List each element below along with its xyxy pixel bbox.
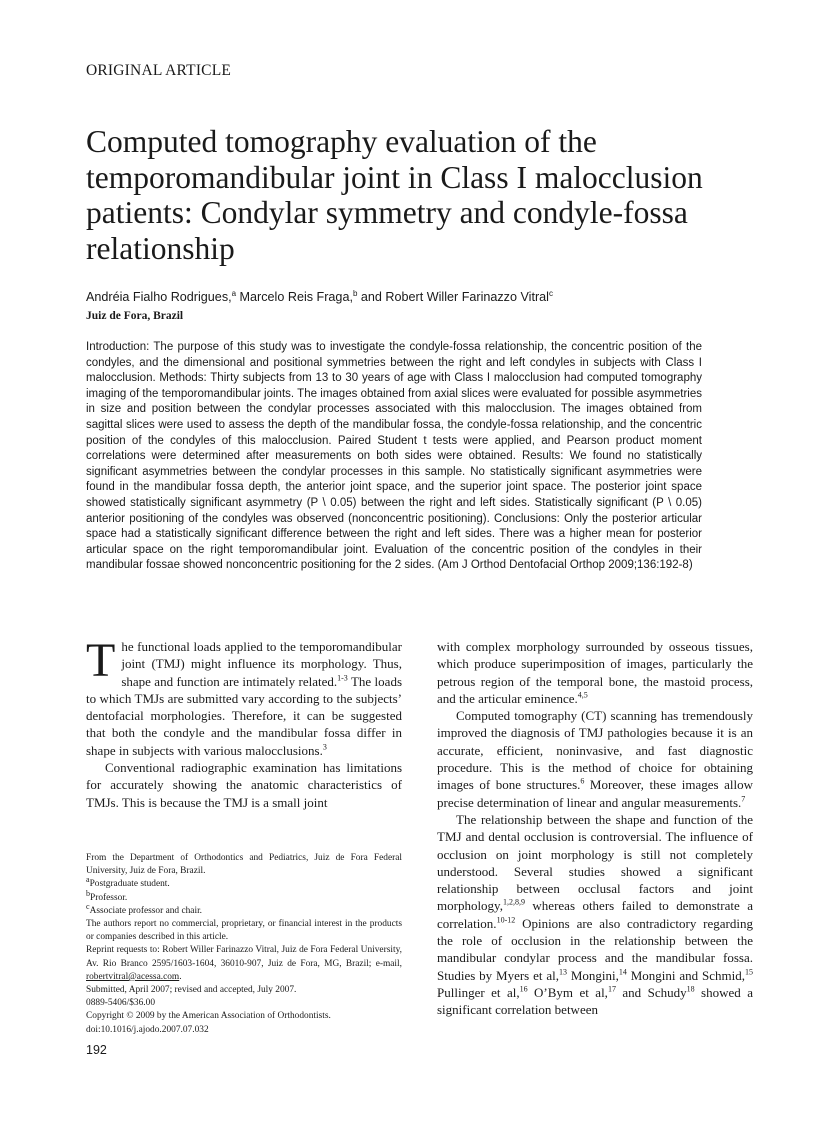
body-text: whereas others failed to demonstrate a correlation. [437, 898, 753, 931]
footnote-issn: 0889-5406/$36.00 [86, 998, 156, 1009]
citation-ref: 17 [607, 984, 616, 994]
footnote-disclosure: The authors report no commercial, proprietary, or financial interest in the products or companies described in this article. [86, 919, 402, 943]
body-text: Mongini, [566, 967, 619, 983]
citation-ref: 18 [686, 984, 695, 994]
body-paragraph [437, 811, 753, 1019]
footnote-author-a: $^a$Postgraduate student. [86, 875, 170, 890]
citation-ref: 10-12 [496, 915, 516, 925]
body-paragraph [437, 707, 753, 811]
body-text: The relationship between the shape and function of the TMJ and dental occlusion is controversial. The influence of occlusion on joint morphology is still not completely understood. Several studies showed a significant relationship between occlusal factors and joint morphology, [437, 811, 753, 914]
citation-ref: 1-3 [337, 673, 348, 683]
body-text: Opinions are also contradictory regarding the role of occlusion in the relationship between the mandibular condylar process and the mandibular fossa. Studies by Myers et al, [437, 915, 753, 983]
citation-ref: 3 [322, 742, 327, 752]
author-name: Marcelo Reis Fraga, [236, 290, 353, 304]
body-paragraph [86, 759, 402, 811]
footnote-author-c: $^c$Associate professor and chair. [86, 901, 203, 916]
body-column-left [86, 634, 402, 811]
footnote-doi: doi:10.1016/j.ajodo.2007.07.032 [86, 1024, 209, 1035]
email-link[interactable]: robertvitral@acessa.com [86, 971, 180, 982]
body-text: he functional loads applied to the temporomandibular joint (TMJ) might influence its morphology. Thus, shape and function are intimately related. [121, 639, 402, 689]
citation-ref: 14 [618, 967, 627, 977]
author-name: and Robert Willer Farinazzo Vitral [357, 290, 549, 304]
body-text: Computed tomography (CT) scanning has tremendously improved the diagnosis of TMJ pathologies because it is an accurate, efficient, noninvasive, and fast diagnostic procedure. This is the method of choice for obtaining images of bone structures. [437, 708, 753, 793]
footnotes [86, 852, 402, 1037]
author-affiliation-mark: a [231, 288, 237, 298]
citation-ref: 7 [741, 794, 746, 804]
section-label: ORIGINAL ARTICLE [86, 62, 232, 79]
citation-ref: 13 [558, 967, 567, 977]
body-text: Moreover, these images allow precise determination of linear and angular measurements. [437, 777, 753, 810]
abstract: Introduction: The purpose of this study was to investigate the condyle-fossa relationship, the concentric position of the condyles, and the dimensional and positional symmetries between the right and left condyles in subjects with Class I malocclusion. Methods: Thirty subjects from 13 to 30 years of age with Class I malocclusion had computed tomography imaging of the temporomandibular joints. The images obtained from axial slices were evaluated for possible asymmetries in size and position between the condylar processes associated with this malocclusion. The images obtained from sagittal slices were used to assess the depth of the mandibular fossa, the condyle-fossa relationship, and the concentric position of the condyles of this malocclusion. Paired Student t tests were applied, and Pearson product moment correlations were determined after measurements on both sides were obtained. Results: We found no statistically significant asymmetries between the condylar processes in this sample. No statistically significant asymmetries were found in the mandibular fossa depth, the anterior joint space, and the superior joint space. The posterior joint space showed statistically significant asymmetry (P \ 0.05) between the right and left sides. Statistically significant (P \ 0.05) anterior positioning of the condyles was observed (nonconcentric positioning). Conclusions: Only the posterior articular space had a statistically significant difference between the right and left sides. There was a higher mean for posterior articular space on the right temporomandibular joint. Evaluation of the concentric position of the condyles in their mandibular fossae showed nonconcentric positioning for the 2 sides. (Am J Orthod Dentofacial Orthop 2009;136:192-8) [86, 341, 702, 572]
body-paragraph [86, 634, 402, 759]
page-number: 192 [86, 1043, 107, 1057]
citation-ref: 16 [519, 984, 528, 994]
citation-ref: 4,5 [577, 690, 588, 700]
body-text: and Schudy [615, 984, 687, 1000]
body-text: with complex morphology surrounded by osseous tissues, which produce superimposition of images, particularly the petrous region of the temporal bone, the mastoid process, and the articular eminence. [437, 639, 753, 706]
article-title: Computed tomography evaluation of the temporomandibular joint in Class I malocclusion patients: Condylar symmetry and condyle-fossa relationship [86, 124, 703, 266]
affiliation: Juiz de Fora, Brazil [86, 310, 184, 322]
body-text: showed a significant correlation between [437, 984, 753, 1018]
body-column-right [437, 638, 753, 1019]
body-paragraph-continued [437, 638, 753, 707]
body-text: O’Bym et al, [527, 984, 608, 1000]
citation-ref: 6 [580, 777, 585, 787]
author-list [86, 290, 553, 304]
footnote-reprint: Reprint requests to: Robert Willer Farinazzo Vitral, Juiz de Fora Federal University, Av. Rio Branco 2595/1603-1604, 36010-907, Juiz de Fora, MG, Brazil; e-mail, robertvitral@acessa.com. [86, 945, 402, 982]
citation-ref: 15 [745, 967, 753, 977]
footnote-department: From the Department of Orthodontics and Pediatrics, Juiz de Fora Federal University, Juiz de Fora, Brazil. [86, 853, 402, 877]
body-text: The loads to which TMJs are submitted vary according to the subjects’ dentofacial morphologies. Therefore, it can be suggested that both the condyle and the mandibular fossa differ in shape in subjects with various malocclusions. [86, 673, 402, 758]
body-text: Pullinger et al, [437, 984, 520, 1000]
body-text: Conventional radiographic examination has limitations for accurately showing the anatomic characteristics of TMJs. This is because the TMJ is a small joint [86, 760, 402, 810]
author-affiliation-mark: b [352, 288, 358, 298]
footnote-submitted: Submitted, April 2007; revised and accepted, July 2007. [86, 985, 297, 996]
drop-cap: T [86, 634, 116, 687]
citation-ref: 1,2,8,9 [502, 898, 525, 908]
author-affiliation-mark: c [548, 288, 553, 298]
footnote-copyright: Copyright © 2009 by the American Association of Orthodontists. [86, 1011, 331, 1022]
footnote-author-b: $^b$Professor. [86, 888, 128, 903]
body-text: Mongini and Schmid, [626, 967, 745, 983]
author-name: Andréia Fialho Rodrigues, [86, 290, 232, 304]
